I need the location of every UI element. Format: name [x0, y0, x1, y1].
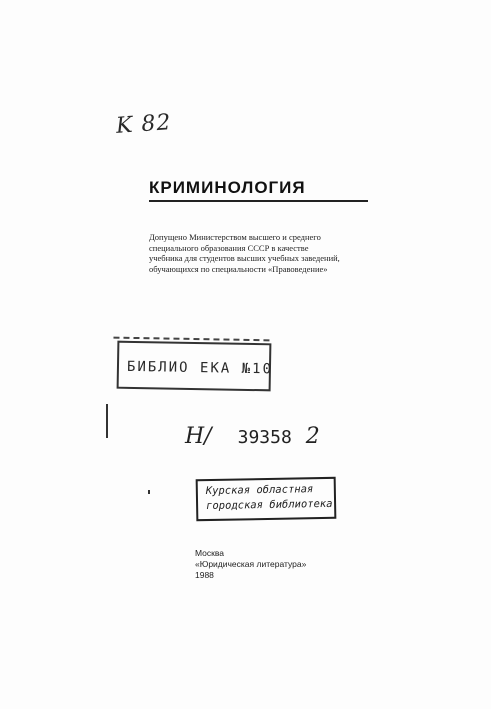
approval-line: Допущено Министерством высшего и среднего	[149, 232, 321, 242]
margin-dot	[148, 490, 150, 494]
inventory-prefix: Н/	[185, 424, 212, 449]
approval-line: специального образования СССР в качестве	[149, 242, 309, 253]
regional-stamp-line-1: Курская областная	[205, 483, 314, 498]
publisher-imprint	[195, 548, 306, 581]
library-stamp	[117, 341, 272, 392]
title-underline	[149, 200, 368, 202]
approval-notice	[149, 232, 379, 274]
inventory-number	[185, 424, 320, 449]
handwritten-shelf-code: K 82	[115, 110, 173, 139]
inventory-suffix: 2	[305, 424, 320, 449]
inventory-stamped-number: 39358	[237, 427, 292, 448]
imprint-publisher: «Юридическая литература»	[195, 559, 307, 569]
approval-line: обучающихся по специальности «Правоведение»	[149, 263, 328, 274]
book-title: КРИМИНОЛОГИЯ	[149, 178, 306, 197]
imprint-city: Москва	[195, 548, 225, 558]
margin-mark	[106, 404, 108, 438]
imprint-year: 1988	[195, 570, 214, 580]
library-stamp-text: БИБЛИО ЕКА №10	[126, 358, 274, 378]
approval-line: учебника для студентов высших учебных заведений,	[149, 253, 340, 263]
regional-stamp-line-2: городская библиотека	[206, 497, 333, 513]
regional-library-stamp	[196, 477, 337, 521]
